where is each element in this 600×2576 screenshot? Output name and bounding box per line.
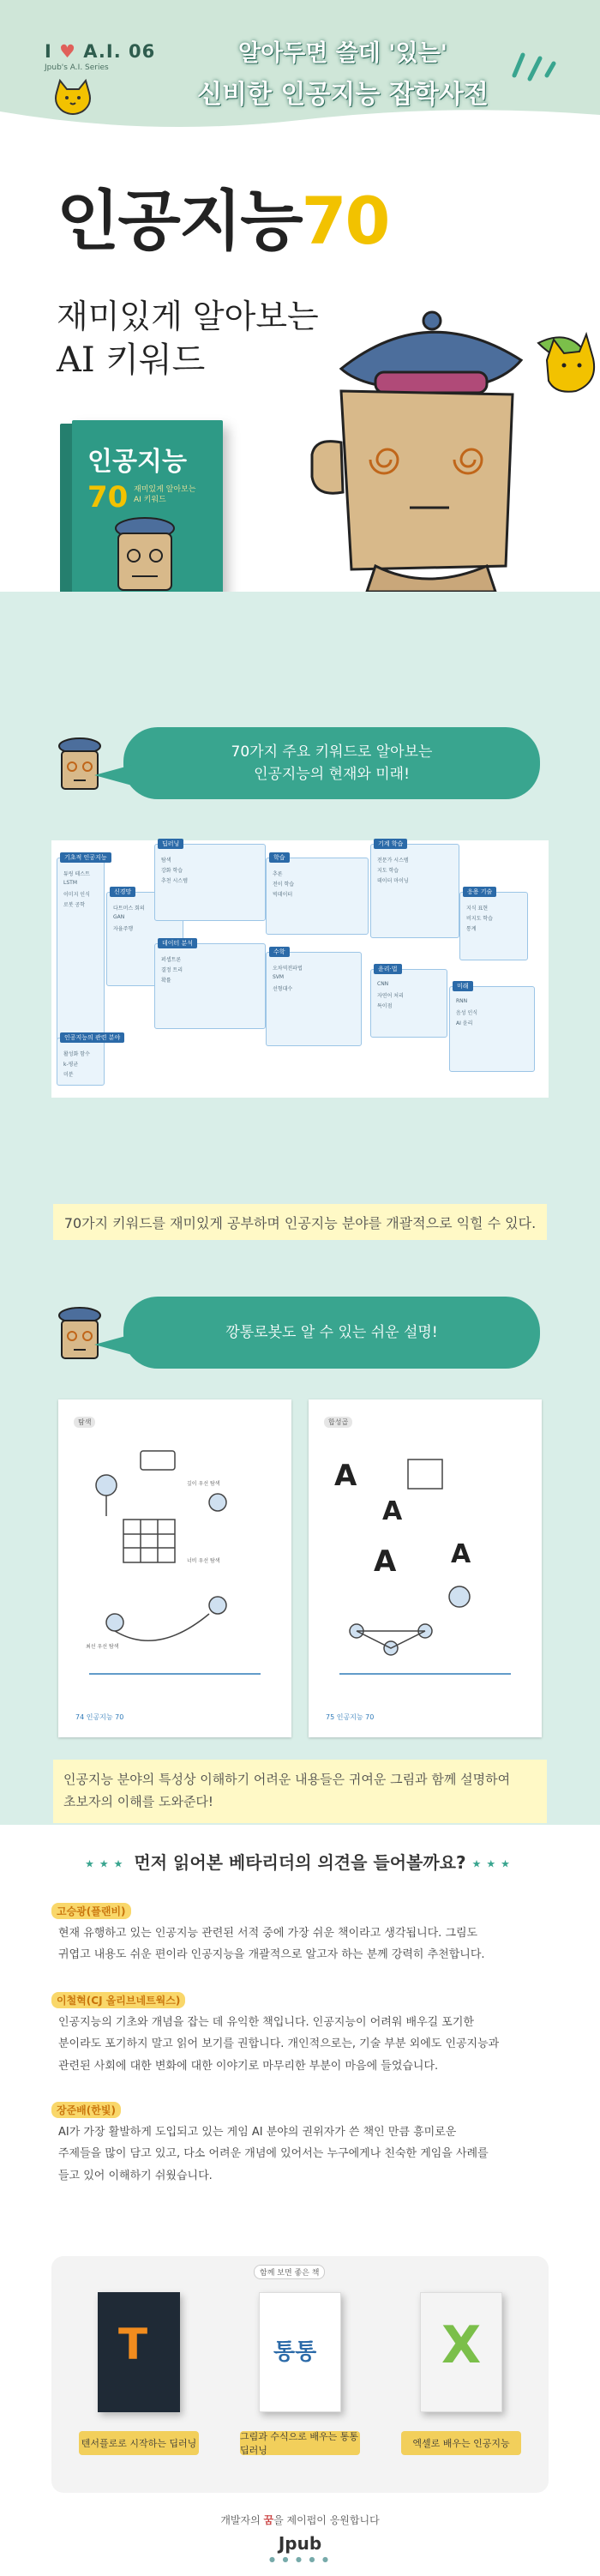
review-text-line: 들고 있어 이해하기 쉬웠습니다. [58, 2169, 213, 2182]
related-book-label[interactable]: 그림과 수식으로 배우는 통통 딥러닝 [240, 2431, 359, 2456]
keyword-item: 빅데이터 [273, 892, 293, 898]
keyword-item: CNN [377, 981, 389, 987]
keyword-group-tag: 신경망 [110, 887, 135, 897]
reviewer-name: 장준배(한빛) [51, 2102, 121, 2118]
footer-tagline: 개발자의 꿈을 제이펍이 응원합니다 [220, 2514, 380, 2526]
keyword-item: LSTM [63, 880, 77, 886]
stars-icon: ★★★ [85, 1857, 129, 1870]
review-item [51, 1902, 549, 1966]
convolution-illustration-icon [322, 1434, 528, 1708]
review-item [51, 1991, 549, 2077]
keyword-item: 비지도 학습 [466, 916, 493, 922]
logo-dots: ● ● ● ● ● [268, 2555, 332, 2563]
svg-text:A: A [382, 1496, 403, 1526]
header-wave [0, 103, 600, 137]
keyword-item: RNN [456, 998, 468, 1004]
sample-pages [58, 1399, 542, 1737]
related-book-cover[interactable] [98, 2292, 180, 2412]
bubble-easy-line1: 깡통로봇도 알 수 있는 쉬운 설명! [225, 1323, 438, 1341]
keyword-item: 지식 표현 [466, 906, 489, 912]
robot-mascot-icon [281, 309, 600, 592]
keyword-item: 퍼셉트론 [161, 957, 182, 963]
keyword-group-tag: 기초적 인공지능 [60, 852, 111, 863]
publisher-logo[interactable]: Jpub [278, 2533, 322, 2554]
hero-title-word: 인공지능 [57, 183, 302, 259]
related-books-badge: 함께 보면 좋은 책 [254, 2265, 325, 2279]
keyword-item: 탐색 [161, 858, 171, 864]
sample-page-left-footer: 74 인공지능 70 [75, 1713, 124, 1721]
book-cover [72, 420, 223, 619]
review-text-line: 분이라도 포기하지 말고 읽어 보기를 권합니다. 개인적으로는, 기술 부분 외에도 인공지능과 [58, 2037, 500, 2051]
features-section [0, 592, 600, 1825]
sample-page-left-tag: 탐색 [74, 1417, 95, 1428]
hero-subtitle-2: AI 키워드 [57, 340, 206, 380]
book-cover-letter: X [441, 2315, 482, 2375]
review-text-line: 귀엽고 내용도 쉬운 편이라 인공지능을 개괄적으로 알고자 하는 분께 강력히 추천합니다. [58, 1948, 485, 1962]
review-item [51, 2101, 549, 2187]
hero-title-number: 70 [301, 183, 389, 259]
stars-icon: ★★★ [471, 1857, 515, 1870]
series-prefix: I [45, 41, 52, 62]
caption-easy-line1: 인공지능 분야의 특성상 이해하기 어려운 내용들은 귀여운 그림과 함께 설명하여 [63, 1772, 511, 1787]
book-cover-title: 인공지능 [87, 447, 187, 477]
keyword-group-tag: 수학 [269, 947, 290, 957]
bubble-keywords-line1: 70가지 주요 키워드로 알아보는 [231, 743, 433, 761]
keyword-item: 오차역전파법 [273, 966, 303, 972]
related-book-label[interactable]: 엑셀로 배우는 인공지능 [401, 2431, 521, 2455]
reviews-heading-row [51, 1849, 549, 1874]
review-text-line: AI가 가장 활발하게 도입되고 있는 게임 AI 분야의 권위자가 쓴 책인 만큼 흥미로운 [58, 2126, 457, 2139]
related-book-cover[interactable] [259, 2292, 341, 2412]
hero-subtitle-1: 재미있게 알아보는 [57, 298, 319, 335]
sample-page-left [58, 1399, 291, 1737]
svg-text:A: A [451, 1539, 471, 1569]
review-text-line: 주제들을 많이 담고 있고, 다소 어려운 개념에 있어서는 누구에게나 친숙한 게임을 사례를 [58, 2147, 489, 2161]
speech-bubble-easy [94, 1297, 540, 1369]
keyword-item: 로봇 공학 [63, 902, 86, 908]
keyword-group-tag: 기계 학습 [374, 839, 407, 849]
sample-page-right [309, 1399, 542, 1737]
svg-text:A: A [334, 1459, 357, 1493]
review-text-line: 관련된 사회에 대한 변화에 대한 이야기로 마무리한 부분이 마음에 들었습니다. [58, 2059, 439, 2073]
keyword-item: 이미지 인식 [63, 892, 90, 898]
keyword-group-tag: 인공지능의 관련 분야 [60, 1032, 124, 1043]
keyword-item: 데이터 마이닝 [377, 878, 409, 884]
related-book-cover[interactable] [420, 2292, 502, 2412]
header-title [171, 34, 514, 111]
svg-text:너비 우선 탐색: 너비 우선 탐색 [187, 1558, 220, 1564]
keyword-item: 튜링 테스트 [63, 871, 90, 877]
keyword-map [51, 840, 549, 1098]
series-badge [45, 41, 156, 72]
keyword-group-tag: 윤리·법 [374, 964, 402, 974]
keyword-group-tag: 딥러닝 [158, 839, 183, 849]
reviewer-name: 고승광(플랜비) [51, 1903, 131, 1919]
beta-reader-reviews [0, 1825, 600, 2576]
keyword-item: 추론 [273, 871, 283, 877]
hero-section [0, 137, 600, 592]
book-cover-subtitle-1: 재미있게 알아보는 [134, 485, 196, 494]
book-cover-number: 70 [87, 480, 129, 515]
svg-text:깊이 우선 탐색: 깊이 우선 탐색 [187, 1481, 220, 1487]
search-illustration-icon [72, 1434, 278, 1708]
caption-easy-line2: 초보자의 이해를 도와준다! [63, 1794, 213, 1810]
keyword-item: 특이점 [377, 1003, 393, 1009]
keyword-item: 확률 [161, 978, 171, 984]
keyword-item: 통계 [466, 926, 477, 932]
book-cover-letter: 통통 [273, 2339, 317, 2365]
keyword-item: 자율주행 [113, 926, 134, 932]
robot-head-icon [106, 515, 183, 600]
keyword-item: 음성 인식 [456, 1010, 478, 1016]
keyword-item: 지도 학습 [377, 868, 399, 874]
header-banner [0, 0, 600, 129]
keyword-item: GAN [113, 914, 125, 920]
header-title-line1: 알아두면 쓸데 '있는' [238, 40, 447, 67]
related-books [51, 2256, 549, 2493]
keyword-group-tag: 응용 기술 [463, 887, 496, 897]
keyword-group-tag: 미래 [453, 981, 473, 991]
keyword-item: 다트머스 회의 [113, 906, 145, 912]
sample-page-right-tag: 합성곱 [324, 1417, 352, 1428]
keyword-group-tag: 데이터 분석 [158, 938, 197, 948]
keyword-item: k-평균 [63, 1062, 79, 1068]
header-title-line2: 신비한 인공지능 잡학사전 [197, 80, 489, 110]
caption-keywords: 70가지 키워드를 재미있게 공부하며 인공지능 분야를 개괄적으로 익힐 수 있다. [53, 1204, 547, 1240]
keyword-item: 전이 학습 [273, 882, 295, 888]
series-subtitle: Jpub's A.I. Series [45, 63, 109, 72]
keyword-item: 미분 [63, 1072, 74, 1078]
heart-icon: ♥ [59, 41, 76, 62]
review-text-line: 현재 유행하고 있는 인공지능 관련된 서적 중에 가장 쉬운 책이라고 생각됩니다. 그림도 [58, 1927, 478, 1940]
series-name: A.I. 06 [83, 41, 156, 62]
keyword-item: 강화 학습 [161, 868, 183, 874]
keyword-item: 자연어 처리 [377, 993, 404, 999]
bubble-keywords-line2: 인공지능의 현재와 미래! [254, 766, 410, 783]
keyword-item: 활성화 함수 [63, 1051, 90, 1057]
keyword-item: AI 윤리 [456, 1020, 473, 1026]
book-cover-subtitle-2: AI 키워드 [134, 495, 166, 504]
sample-page-right-footer: 75 인공지능 70 [326, 1713, 375, 1721]
keyword-item: 전문가 시스템 [377, 858, 409, 864]
keyword-item: SVM [273, 974, 285, 980]
book-cover-letter: T [118, 2320, 148, 2369]
reviewer-name: 이철혁(CJ 올리브네트웍스) [51, 1992, 185, 2008]
caption-easy [53, 1760, 547, 1823]
hero-title [57, 183, 389, 259]
related-book-label[interactable]: 텐서플로로 시작하는 딥러닝 [79, 2431, 199, 2455]
keyword-item: 선형대수 [273, 986, 293, 992]
keyword-item: 결정 트리 [161, 967, 183, 973]
reviews-heading: 먼저 읽어본 베타리더의 의견을 들어볼까요? [134, 1852, 466, 1873]
review-text-line: 인공지능의 기초와 개념을 잡는 데 유익한 책입니다. 인공지능이 어려워 배우길 포기한 [58, 2016, 474, 2029]
sparkle-lines-icon [509, 50, 561, 84]
keyword-group-tag: 학습 [269, 852, 290, 863]
svg-text:A: A [374, 1544, 397, 1579]
keyword-item: 추천 시스템 [161, 878, 188, 884]
speech-bubble-keywords [94, 727, 540, 799]
svg-text:최선 우선 탐색: 최선 우선 탐색 [86, 1644, 119, 1650]
